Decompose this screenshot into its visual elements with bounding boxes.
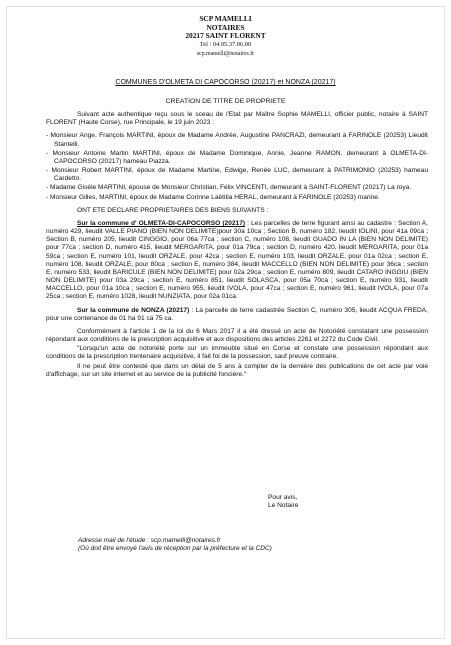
contest-paragraph: Il ne peut être contesté que dans un délai de 5 ans à compter de la dernière des publications de cet acte par voie d'affichage, sur un site internet et au service de la publicité foncière." — [46, 362, 428, 378]
firm-city: 20217 SAINT FLORENT — [185, 31, 266, 41]
nonza-body: : La parcelle de terre cadastrée Section C, numéro 305, lieudit ACQUA FREDA, pour une contenance de 01 ha 91 ca 75 ca. — [46, 306, 428, 322]
firm-name: SCP MAMELLI — [199, 14, 252, 23]
letterhead — [0, 15, 451, 58]
signature-line-2: Le Notaire — [268, 502, 299, 510]
olmeta-lead: Sur la commune d' OLMETA-DI-CAPOCORSO (20217) — [77, 219, 246, 227]
party-item: - Monsieur Antoine Martin MARTINI, époux de Madame Dominique, Annie, Jeanne RAMON, demeurant à OLMETA-DI-CAPOCORSO (20217) hameau Piazza. — [46, 149, 428, 165]
nonza-paragraph — [46, 307, 428, 323]
firm-email: scp.mamelli@notaires.fr — [196, 50, 255, 57]
signature-block — [268, 494, 298, 510]
document-body — [46, 111, 428, 384]
footer-email-line: Adresse mail de l'étude : scp.mamelli@notaires.fr — [78, 537, 221, 544]
quote-paragraph: "Lorsqu'un acte de notoriété porte sur un immeuble situé en Corse et constate une possession répondant aux conditions de la prescription trentenaire acquisitive, il fait foi de la possession, sauf preuve contraire. — [46, 345, 428, 361]
party-item: - Monsieur Ange, François MARTINI, époux de Madame Andrée, Augustine PANCRAZI, demeurant à FARINOLE (20253) Lieudit Stantelli. — [46, 132, 428, 148]
olmeta-paragraph — [46, 220, 428, 302]
party-item: - Monsieur Gilles, MARTINI, époux de Madame Corinne Laëtitia HERAL, demeurant à FARINOLE (20253) marine. — [46, 193, 380, 201]
footer-note — [78, 537, 272, 553]
parties-list — [46, 132, 428, 201]
olmeta-body: : Les parcelles de terre figurant ainsi au cadastre : Section A, numéro 429, lieudit VALLE PIANO (BIEN NON DELIMITE)pour 30a 10ca ; Section B, numéro 182, lieudit IOLINI, pour 41a 09ca ; Section B, numéro 205, lieudit CINGGIO, pour 06a 77ca ; section C, numéro 108, lieudit GUADO IN LA (BIEN NON DELIMITE) pour 77ca ; section D, numéro 415, lieudit MERGARITA, pour 01a 79ca ; section D, numéro 420, lieudit MERGARITA, pour 01a 59ca ; section E, numéro 101, lieudit ORZALE, pour 42ca ; section E, numéro 103, lieudit ORZALE, pour 01a 02ca ; section E, numéro 108, lieudit ORZALE, pour 80ca ; section E, numéro 384, lieudit MACCELLO (BIEN NON DELIMITE) pour 36ca ; section E, numéro 533, lieudit BARICULE (BIEN NON DELIMITE) pour 02a 29ca ; section E, numéro 809, lieudit CATARO INGGIU (BIEN NON DELIMITE) pour 03a 29ca ; section E, numéro 851, lieudit SOLASCA, pour 05a 70ca ; section E, numéro 931, lieudit MACCELLO, pour 01a 10ca ; section E, numéro 955, lieudit IVOLA, pour 47ca ; section E, numéro 961, lieudit IVOLA, pour 07a 25ca ; section E, numéro 1028, lieudit NUNZIATA, pour 02a 01ca. — [46, 219, 428, 301]
footer-note-line: (Où doit être envoyé l'avis de réception par la préfecture et la CDC) — [78, 545, 272, 553]
firm-type: NOTAIRES — [206, 22, 245, 32]
nonza-lead: Sur la commune de NONZA (20217) — [77, 306, 190, 314]
declared-heading: ONT ETE DECLARE PROPRIETAIRES DES BIENS SUIVANTS : — [77, 206, 269, 214]
signature-line-1: Pour avis, — [268, 494, 298, 501]
article-paragraph: Conformément à l'article 1 de la loi du 6 Mars 2017 il a été dressé un acte de Notoriété constatant une possession répondant aux conditions de la prescription acquisitive et aux dispositions des articles 2261 et 2272 du Code Civil. — [46, 327, 428, 344]
party-item: - Monsieur Robert MARTINI, époux de Madame Martine, Edwige, Renée LUC, demeurant à PATRIMONIO (20253) hameau Cardetto. — [46, 167, 428, 183]
document-title: COMMUNES D'OLMETA DI CAPOCORSO (20217) et NONZA (20217) — [115, 79, 336, 86]
document-subtitle: CREATION DE TITRE DE PROPRIETE — [165, 98, 286, 105]
party-item: - Madame Gisèle MARTINI, épouse de Monsieur Christian, Félix VINCENTI, demeurant à SAINT-FLORENT (20217) La roya. — [46, 184, 412, 192]
intro-paragraph: Suivant acte authentique reçu sous le sceau de l'Etat par Maître Sophie MAMELLI, officier public, notaire à SAINT FLORENT (Haute Corse), rue Principale, le 19 juin 2023 : — [46, 111, 428, 127]
firm-phone: Tel : 04.95.37.06.00 — [199, 40, 252, 48]
